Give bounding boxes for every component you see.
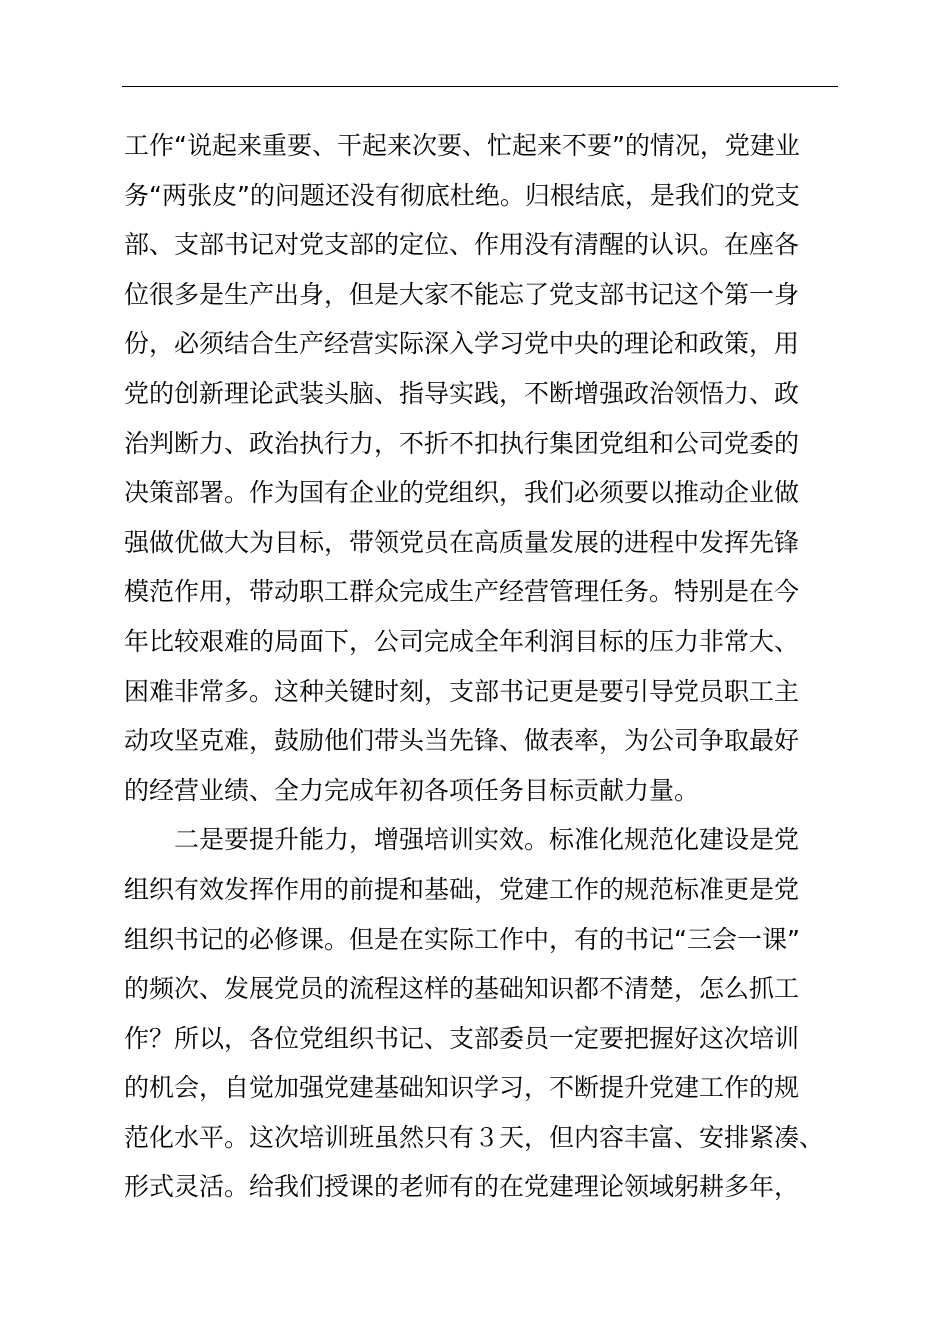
text-line: 范化水平。这次培训班虽然只有３天，但内容丰富、安排紧凑、 — [124, 1122, 825, 1152]
text-line: 形式灵活。给我们授课的老师有的在党建理论领域躬耕多年， — [124, 1172, 800, 1202]
header-rule — [122, 86, 838, 87]
text-line: 治判断力、政治执行力，不折不扣执行集团党组和公司党委的 — [124, 428, 800, 458]
text-line: 份，必须结合生产经营实际深入学习党中央的理论和政策，用 — [124, 329, 800, 359]
text-line: 工作“说起来重要、干起来次要、忙起来不要”的情况，党建业 — [124, 131, 800, 160]
text-line: 决策部署。作为国有企业的党组织，我们必须要以推动企业做 — [124, 478, 800, 508]
text-line: 的机会，自觉加强党建基础知识学习，不断提升党建工作的规 — [124, 1073, 800, 1103]
paragraph-start-line: 二是要提升能力，增强培训实效。标准化规范化建设是党 — [124, 825, 800, 855]
text-line: 年比较艰难的局面下，公司完成全年利润目标的压力非常大、 — [124, 626, 800, 656]
text-line: 务“两张皮”的问题还没有彻底杜绝。归根结底，是我们的党支 — [124, 180, 800, 210]
text-line: 部、支部书记对党支部的定位、作用没有清醒的认识。在座各 — [124, 230, 800, 260]
text-line: 困难非常多。这种关键时刻，支部书记更是要引导党员职工主 — [124, 676, 800, 706]
text-line: 模范作用，带动职工群众完成生产经营管理任务。特别是在今 — [124, 577, 800, 607]
text-line: 的经营业绩、全力完成年初各项任务目标贡献力量。 — [124, 775, 700, 805]
text-line: 作？所以，各位党组织书记、支部委员一定要把握好这次培训 — [124, 1023, 800, 1053]
text-line: 党的创新理论武装头脑、指导实践，不断增强政治领悟力、政 — [124, 378, 800, 408]
text-line: 组织书记的必修课。但是在实际工作中，有的书记“三会一课” — [124, 924, 800, 954]
text-line: 的频次、发展党员的流程这样的基础知识都不清楚，怎么抓工 — [124, 974, 800, 1004]
text-line: 强做优做大为目标，带领党员在高质量发展的进程中发挥先锋 — [124, 527, 800, 557]
body-text — [124, 121, 854, 1212]
text-line: 组织有效发挥作用的前提和基础，党建工作的规范标准更是党 — [124, 874, 800, 904]
text-line: 动攻坚克难，鼓励他们带头当先锋、做表率，为公司争取最好 — [124, 726, 800, 756]
text-line: 位很多是生产出身，但是大家不能忘了党支部书记这个第一身 — [124, 279, 800, 309]
